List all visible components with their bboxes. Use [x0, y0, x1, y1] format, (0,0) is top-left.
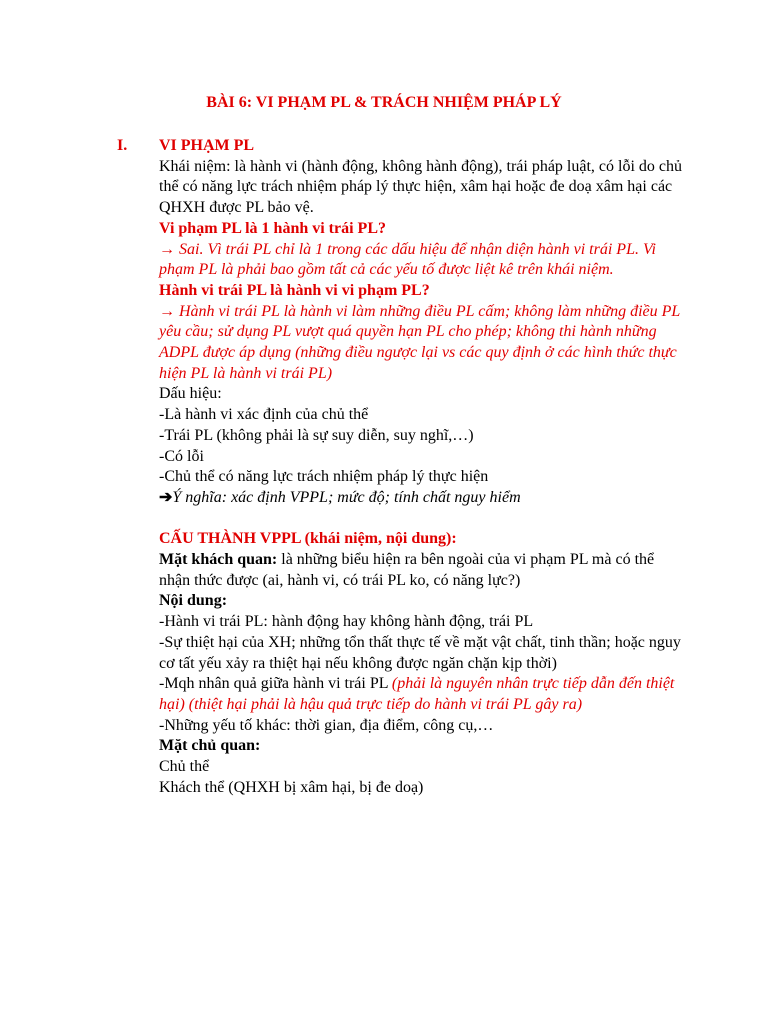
structure-heading: CẤU THÀNH VPPL (khái niệm, nội dung): [159, 530, 457, 548]
answer-1-text: Sai. Vì trái PL chỉ là 1 trong các dấu hiệu để nhận diện hành vi trái PL. Vi phạm PL là phải bao gồm tất cả các yếu tố được liệt kê trên khái niệm. [159, 240, 656, 279]
spacer [159, 509, 687, 530]
definition-paragraph: Khái niệm: là hành vi (hành động, không hành động), trái pháp luật, có lỗi do chủ thể có năng lực trách nhiệm pháp lý thực hiện, xâm hại hoặc đe doạ xâm hại các QHXH được PL bảo vệ. [159, 157, 682, 217]
section-number: I. [117, 137, 128, 154]
sign-item: -Trái PL (không phải là sự suy diễn, suy nghĩ,…) [159, 426, 474, 444]
answer-2-text: Hành vi trái PL là hành vi làm những điều PL cấm; không làm những điều PL yêu cầu; sử dụng PL vượt quá quyền hạn PL cho phép; không thi hành những ADPL được áp dụng (những điều ngược lại vs các quy định ở các hình thức thực hiện PL là hành vi trái PL) [159, 302, 680, 382]
sign-item: -Chủ thể có năng lực trách nhiệm pháp lý thực hiện [159, 468, 489, 486]
objective-paragraph [159, 550, 687, 591]
objective-label: Mặt khách quan: [159, 551, 278, 569]
content-item: -Sự thiệt hại của XH; những tổn thất thực tế về mặt vật chất, tinh thần; hoặc nguy cơ tất yếu xảy ra thiệt hại nếu không được ngăn chặn kịp thời) [159, 633, 681, 672]
objective-text: là những biểu hiện ra bên ngoài của vi phạm PL mà có thể nhận thức được (ai, hành vi, có trái PL ko, có năng lực?) [159, 551, 655, 589]
content-item: -Những yếu tố khác: thời gian, địa điểm, công cụ,… [159, 716, 494, 734]
document-body [159, 136, 687, 798]
arrow-right-icon: → [159, 302, 175, 320]
causal-plain-text: -Mqh nhân quả giữa hành vi trái PL [159, 675, 392, 693]
signs-label: Dấu hiệu: [159, 385, 222, 403]
question-1: Vi phạm PL là 1 hành vi trái PL? [159, 219, 386, 237]
arrow-right-icon: → [159, 240, 175, 258]
bold-arrow-icon: ➔ [159, 488, 173, 506]
object-line: Khách thể (QHXH bị xâm hại, bị đe doạ) [159, 778, 424, 796]
causal-item [159, 674, 687, 715]
sign-item: -Là hành vi xác định của chủ thể [159, 406, 369, 424]
subject-line: Chủ thể [159, 758, 210, 776]
sign-item: -Có lỗi [159, 447, 204, 465]
answer-1 [159, 240, 687, 281]
answer-2 [159, 302, 687, 385]
content-item: -Hành vi trái PL: hành động hay không hành động, trái PL [159, 613, 534, 631]
page-title: BÀI 6: VI PHẠM PL & TRÁCH NHIỆM PHÁP LÝ [206, 94, 562, 111]
meaning-text: Ý nghĩa: xác định VPPL; mức độ; tính chất nguy hiểm [172, 488, 521, 506]
meaning-line [159, 488, 687, 509]
causal-italic-text: (phải là nguyên nhân trực tiếp dẫn đến thiệt hại) (thiệt hại phải là hậu quả trực tiếp do hành vi trái PL gây ra) [159, 675, 675, 713]
section-title: VI PHẠM PL [159, 137, 255, 154]
question-2: Hành vi trái PL là hành vi vi phạm PL? [159, 281, 430, 299]
content-label: Nội dung: [159, 592, 228, 610]
subjective-label: Mặt chủ quan: [159, 737, 261, 755]
